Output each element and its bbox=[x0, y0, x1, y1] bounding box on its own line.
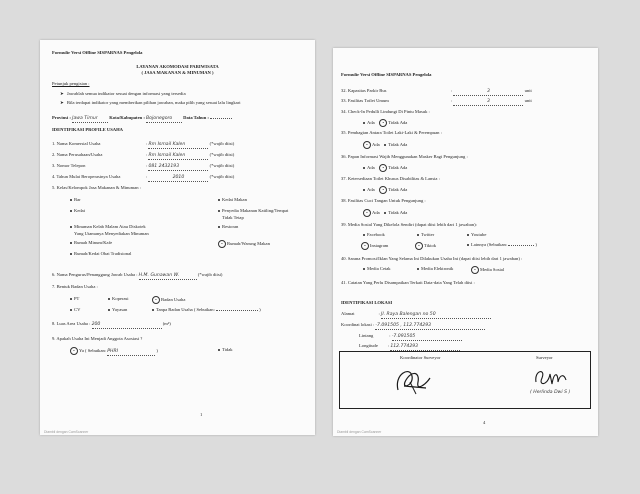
option-youtube[interactable]: Youtube bbox=[467, 232, 486, 238]
answer-38[interactable]: • Ada Tidak Ada bbox=[363, 209, 407, 217]
answer-1[interactable]: : Rm Ismail Kalen (*wajib diisi) bbox=[146, 141, 235, 147]
question-34: 34. Check-In Pedulli Lindungi Di Pintu Masuk : bbox=[341, 109, 430, 114]
question-33: 33. Fasilitas Toilet Umum bbox=[341, 98, 389, 103]
instruction-item: ➤ Jawablah semua indikator sesuai dengan informasi yang tersedia bbox=[60, 91, 186, 96]
option-tanpa-badan[interactable]: Tanpa Badan Usaha ( Sebutkan: ) bbox=[152, 307, 261, 313]
option-facebook[interactable]: Facebook bbox=[363, 232, 385, 238]
question-8: 8. Luas Area Usaha : 200 (m²) bbox=[52, 321, 171, 327]
page-number: 1 bbox=[200, 412, 203, 417]
option-koperasi[interactable]: Koperasi bbox=[108, 296, 129, 302]
question-35: 35. Pembagian Antara Toilet Laki-Laki & Perempuan : bbox=[341, 130, 442, 135]
surveyor-label: Surveyor bbox=[536, 355, 553, 360]
form-page-right bbox=[333, 48, 598, 436]
question-36: 36. Papan Informasi Wajib Menggunakan Masker Bagi Pengunjung : bbox=[341, 154, 468, 159]
option-katering-cont: Tidak Tetap bbox=[222, 215, 244, 220]
option-restoran[interactable]: Restoran bbox=[218, 224, 238, 230]
answer-8[interactable]: 200 bbox=[92, 322, 162, 329]
answer-6[interactable]: H.M. Gunawan W. bbox=[139, 273, 197, 280]
section-heading: IDENTIFIKASI LOKASI bbox=[341, 300, 393, 305]
option-lainnya[interactable]: Lainnya (Sebutkan: ) bbox=[467, 242, 537, 248]
option-minuman-cont: Yang Utamanya Menyediakan Minuman bbox=[74, 231, 149, 236]
option-media-elektronik[interactable]: Media Elektronik bbox=[417, 266, 453, 272]
question-6: 6. Nama Pengurus/Penanggung Jawab Usaha : H.M. Gunawan W. (*wajib diisi) bbox=[52, 272, 223, 278]
page-number: 4 bbox=[483, 420, 486, 425]
answer-34[interactable]: Ada • Tidak Ada bbox=[363, 119, 407, 127]
option-tiktok[interactable]: • Tiktok bbox=[415, 242, 436, 250]
year-value[interactable] bbox=[210, 118, 232, 119]
province-field: Provinsi : Jawa Timur Kota/Kabupaten : Bojonegoro Data Tahun : bbox=[52, 115, 232, 123]
surveyor-signature bbox=[532, 364, 572, 390]
surveyor-name: ( Herlinda Dwi S ) bbox=[530, 390, 571, 395]
option-tidak[interactable]: Tidak bbox=[218, 347, 233, 353]
question-39: 39. Media Sosial Yang Dikelola Sendiri (dapat diisi lebih dari 1 jawaban): bbox=[341, 222, 477, 227]
option-ya[interactable]: • Ya ( Sebutkan: PHRI ) bbox=[70, 347, 158, 356]
address-value[interactable]: Jl. Raya Balengan no 50 bbox=[381, 312, 491, 319]
option-yayasan[interactable]: Yayasan bbox=[108, 307, 127, 313]
answer-36[interactable]: Ada • Tidak Ada bbox=[363, 164, 407, 172]
option-pt[interactable]: PT bbox=[70, 296, 79, 302]
answer-3[interactable]: : 081 2432193 (*wajib diisi) bbox=[146, 163, 235, 169]
answer-2[interactable]: : Rm Ismail Kalen (*wajib diisi) bbox=[146, 152, 235, 158]
longitude-value[interactable]: 112.774293 bbox=[390, 344, 460, 351]
question-9: 9. Apakah Usaha Ini Menjadi Anggota Asosiasi ? bbox=[52, 336, 143, 341]
option-rumah-makan[interactable]: • Rumah/Warung Makan bbox=[218, 240, 270, 248]
answer-9[interactable]: PHRI bbox=[107, 349, 155, 356]
answer-37[interactable]: Ada • Tidak Ada bbox=[363, 186, 407, 194]
question-5: 5. Kelas/Kelompok Jasa Makanan & Minuman : bbox=[52, 185, 141, 190]
question-4: 4. Tahun Mulai Beroperasinya Usaha bbox=[52, 174, 121, 179]
question-2: 2. Nama Perusahaan/Usaha bbox=[52, 152, 103, 157]
question-41: 41. Catatan Yang Perlu Disampaikan Terkait Data-data Yang Telah diisi : bbox=[341, 280, 475, 285]
instruction-item: ➤ Bila terdapat indikator yang memberikan pilihan jawaban, maka pilih yang sesuai lalu lingkari bbox=[60, 100, 241, 105]
option-kedai-obat[interactable]: Rumah/Kedai Obat Tradisional bbox=[70, 251, 131, 257]
option-kedai[interactable]: Kedai bbox=[70, 208, 85, 214]
option-cv[interactable]: CV bbox=[70, 307, 80, 313]
option-twitter[interactable]: Twitter bbox=[417, 232, 434, 238]
city-value[interactable]: Bojonegoro bbox=[146, 116, 182, 123]
option-minuman[interactable]: Minuman Kelab Malam Atau Diskotek bbox=[70, 224, 146, 230]
question-3: 3. Nomor Telepon bbox=[52, 163, 86, 168]
signature-box bbox=[339, 351, 591, 409]
option-badan-usaha[interactable]: • Badan Usaha bbox=[152, 296, 185, 304]
form-header: Formulir Versi Offline SISPARNAS Pengelola bbox=[52, 50, 143, 55]
coordinate-value[interactable]: -7.091505 , 112.774293 bbox=[375, 323, 485, 330]
latitude-field: Lintang : -7.091505 bbox=[359, 333, 462, 341]
option-bar[interactable]: Bar bbox=[70, 197, 81, 203]
option-instagram[interactable]: • Instagram bbox=[361, 242, 388, 250]
answer-35[interactable]: • Ada Tidak Ada bbox=[363, 141, 407, 149]
question-40: 40. Sarana Promosi/Iklan Yang Selama Ini Dilakukan Usaha Ini (dapat diisi lebih dari 1 jawaban) : bbox=[341, 256, 523, 261]
form-title: LAYANAN AKOMODASI PARIWISATA bbox=[136, 64, 219, 69]
form-subtitle: ( JASA MAKANAN & MINUMAN ) bbox=[141, 70, 214, 75]
coordinator-label: Koordinator Surveyor bbox=[400, 355, 441, 360]
option-kedai-makan[interactable]: Kedai Makan bbox=[218, 197, 247, 203]
option-media-cetak[interactable]: Media Cetak bbox=[363, 266, 391, 272]
coordinate-field: Koordinat lokasi : -7.091505 , 112.774293 bbox=[341, 322, 485, 330]
question-32: 32. Kapasitas Parkir Bus bbox=[341, 88, 387, 93]
latitude-value[interactable]: -7.091505 bbox=[392, 334, 462, 341]
address-field: Alamat : Jl. Raya Balengan no 50 bbox=[341, 311, 491, 319]
scanner-watermark: Diambil dengan CamScanner bbox=[44, 430, 89, 434]
answer-33[interactable]: : 3 unit bbox=[451, 98, 532, 104]
option-media-sosial[interactable]: • Media Sosial bbox=[471, 266, 504, 274]
instruction-heading: Petunjuk pengisian : bbox=[52, 81, 90, 86]
answer-32[interactable]: : 3 unit bbox=[451, 88, 532, 94]
question-38: 38. Fasilitas Cuci Tangan Untuk Pengunjung : bbox=[341, 198, 426, 203]
longitude-field: Longitude : 112.774293 bbox=[359, 343, 460, 351]
question-7: 7. Bentuk Badan Usaha : bbox=[52, 284, 98, 289]
province-value[interactable]: Jawa Timur bbox=[72, 116, 108, 123]
form-header: Formulir Versi Offline SISPARNAS Pengelola bbox=[341, 72, 432, 77]
option-katering[interactable]: Penyedia Makanan Katiling/Tempat bbox=[218, 208, 288, 214]
question-1: 1. Nama Komersial Usaha bbox=[52, 141, 101, 146]
scanner-watermark: Diambil dengan CamScanner bbox=[337, 430, 382, 434]
option-rumah-minum[interactable]: Rumah Minum/Kafe bbox=[70, 240, 112, 246]
answer-4[interactable]: : 2010 (*wajib diisi) bbox=[146, 174, 235, 180]
form-page-left bbox=[40, 40, 315, 435]
question-37: 37. Ketersediaan Toilet Khusus Disabilitas & Lansia : bbox=[341, 176, 440, 181]
section-heading: IDENTIFIKASI PROFILE USAHA bbox=[52, 127, 123, 132]
coordinator-signature bbox=[390, 364, 438, 398]
